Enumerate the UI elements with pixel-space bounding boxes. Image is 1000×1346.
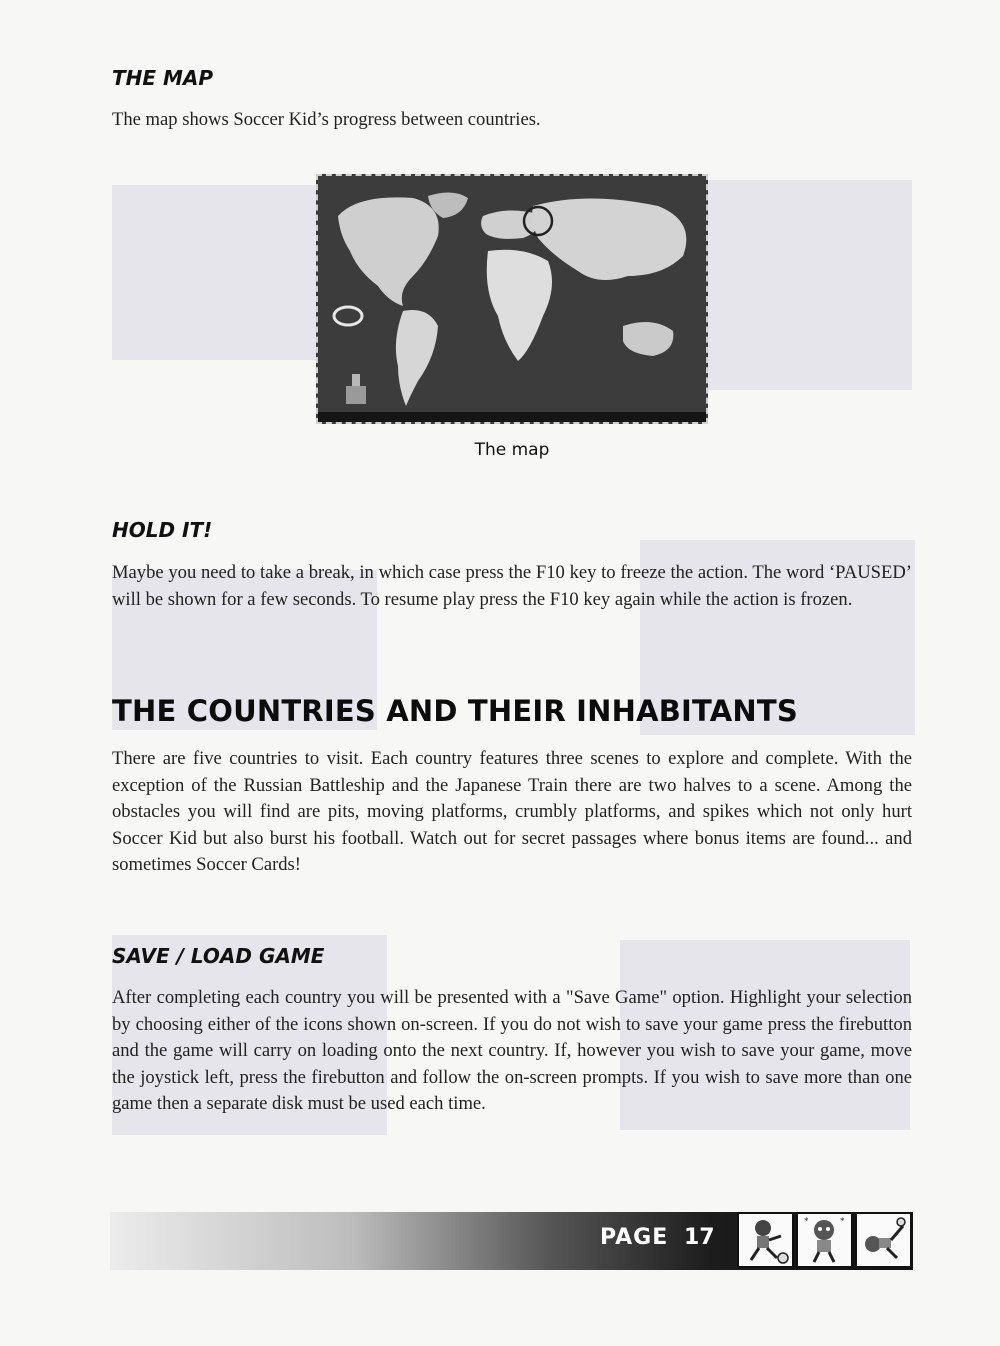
countries-text: There are five countries to visit. Each country features three scenes to explore and complete. With the exception of the Russian Battleship and the Japanese Train there are two halves to a scene. Among the obstacles you will find are pits, moving platforms, crumbly platforms, and spikes which not only hurt Soccer Kid but also burst his football. Watch out for secret passages where bonus items are found... and sometimes Soccer Cards! [112, 748, 912, 875]
map-text: The map shows Soccer Kid’s progress between countries. [112, 109, 541, 130]
page-label: PAGE [600, 1225, 669, 1250]
map-progress-strip [318, 412, 706, 422]
map-heading: THE MAP [112, 66, 214, 90]
soccer-kid-running-icon [737, 1212, 794, 1268]
world-map-image [316, 174, 708, 424]
hold-text: Maybe you need to take a break, in which case press the F10 key to freeze the action. The word ‘PAUSED’ will be shown for a few seconds. To resume play press the F10 key again while the action is frozen. [112, 562, 912, 610]
world-map-graphic [318, 176, 706, 422]
svg-text:*: * [840, 1216, 845, 1226]
countries-heading: THE COUNTRIES AND THEIR INHABITANTS [112, 694, 798, 728]
svg-text:*: * [804, 1216, 809, 1226]
hold-heading: HOLD IT! [112, 518, 213, 542]
save-text: After completing each country you will be presented with a "Save Game" option. Highlight your selection by choosing either of the icons shown on-screen. If you do not wish to save your game press the firebutton and the game will carry on loading onto the next country. If, however you wish to save your game, move the joystick left, press the firebutton and follow the on-screen prompts. If you wish to save more than one game then a separate disk must be used each time. [112, 987, 912, 1114]
soccer-kid-dizzy-icon [796, 1212, 853, 1268]
page-number: 17 [684, 1225, 715, 1250]
soccer-kid-kicking-icon [855, 1212, 912, 1268]
map-caption: The map [474, 440, 550, 460]
save-heading: SAVE / LOAD GAME [112, 944, 325, 968]
